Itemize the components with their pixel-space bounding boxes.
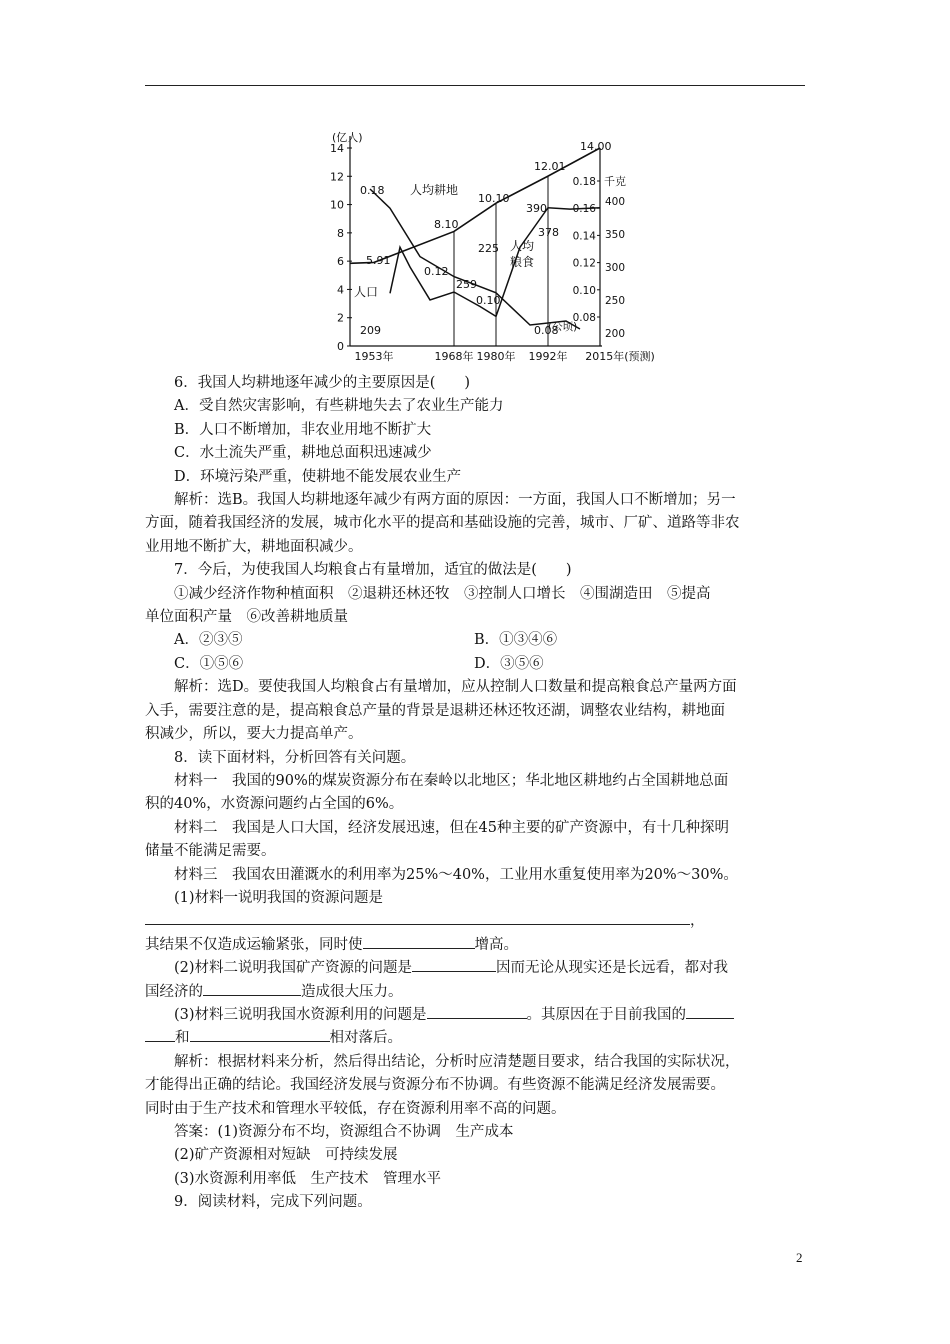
q7-items-line1: ①减少经济作物种植面积 ②退耕还林还牧 ③控制人口增长 ④围湖造田 ⑤提高 <box>174 585 711 602</box>
x-tick-label: 2015年(预测) <box>585 350 655 363</box>
q7-analysis-line2: 入手，需要注意的是，提高粮食总产量的背景是退耕还林还牧还湖，调整农业结构，耕地面 <box>145 702 725 719</box>
x-tick-label: 1968年 <box>434 350 474 363</box>
q6-option-d: D．环境污染严重，使耕地不能发展农业生产 <box>174 468 462 485</box>
q8-stem: 8．读下面材料，分析回答有关问题。 <box>174 749 416 766</box>
answer-blank[interactable] <box>145 1027 175 1042</box>
y-right-kg-label: 200 <box>605 327 626 340</box>
series-name-grain-2: 粮食 <box>510 255 535 269</box>
y-left-axis-label: (亿人) <box>332 131 363 144</box>
q8-2-text: (2)材料二说明我国矿产资源的问题是 <box>174 960 413 977</box>
answer-blank[interactable] <box>412 957 496 972</box>
y-left-tick-label: 12 <box>330 170 344 184</box>
y-left-tick-label: 14 <box>330 142 344 155</box>
y-right-ha-label: 0.14 <box>572 230 596 243</box>
population-land-grain-chart <box>330 128 670 368</box>
q6-analysis-line3: 业用地不断扩大，耕地面积减少。 <box>145 538 363 555</box>
y-right-ha-label: 0.08 <box>572 312 596 324</box>
material-1-line1: 材料一 我国的90%的煤炭资源分布在秦岭以北地区；华北地区耕地约占全国耕地总面 <box>174 772 729 789</box>
q8-analysis-line2: 才能得出正确的结论。我国经济发展与资源分布不协调。有些资源不能满足经济发展需要。 <box>145 1077 725 1094</box>
material-1-line2: 积的40%，水资源问题约占全国的6%。 <box>145 796 404 813</box>
answer-blank[interactable] <box>145 910 690 925</box>
pop-data-label: 8.10 <box>434 218 459 231</box>
y-right-kg-label: 400 <box>605 196 626 209</box>
q8-answer-1: 答案：(1)资源分布不均，资源组合不协调 生产成本 <box>174 1124 514 1140</box>
q7-analysis-line3: 积减少，所以，要大力提高单产。 <box>145 726 363 743</box>
series-name-land: 人均耕地 <box>410 183 459 197</box>
y-left-tick-label: 0 <box>337 340 344 353</box>
material-2-line1: 材料二 我国是人口大国，经济发展迅速，但在45种主要的矿产资源中，有十几种探明 <box>174 819 729 836</box>
chart-svg <box>330 128 670 368</box>
grain-data-label: 209 <box>360 324 381 337</box>
x-tick-label: 1992年 <box>528 350 568 363</box>
page-number: 2 <box>796 1250 803 1265</box>
q8-3-line2 <box>145 1027 810 1050</box>
q6-analysis-line1: 解析：选B。我国人均耕地逐年减少有两方面的原因：一方面，我国人口不断增加；另一 <box>174 492 736 509</box>
q6-option-c: C．水土流失严重，耕地总面积迅速减少 <box>174 445 432 462</box>
series-name-population: 人口 <box>354 285 379 299</box>
y-right-kg-label: 300 <box>605 262 626 274</box>
y-left-tick-label: 4 <box>337 283 344 297</box>
material-3: 材料三 我国农田灌溉水的利用率为25%～40%，工业用水重复使用率为20%～30%。 <box>174 866 738 883</box>
pop-data-label: 12.01 <box>534 160 566 173</box>
q7-option-a: A．②③⑤ <box>174 632 243 649</box>
q7-options-row1 <box>145 629 810 652</box>
q6-stem: 6．我国人均耕地逐年减少的主要原因是( ) <box>174 375 471 391</box>
q8-3-text: (3)材料三说明我国水资源利用的问题是 <box>174 1006 427 1023</box>
x-tick-label: 1980年 <box>476 350 516 363</box>
answer-blank[interactable] <box>203 981 301 996</box>
material-2-line2: 储量不能满足需要。 <box>145 843 276 860</box>
grain-data-label: 259 <box>456 278 477 291</box>
result-tail: 增高。 <box>474 936 518 953</box>
q8-2-tail: 因而无论从现实还是长远看，都对我 <box>496 960 729 977</box>
q8-2-tail2: 造成很大压力。 <box>301 983 403 1000</box>
q7-options-row2 <box>145 653 810 676</box>
pop-data-label: 14.00 <box>580 140 612 153</box>
q8-3-mid: 。其原因在于目前我国的 <box>526 1006 687 1023</box>
land-data-label: 0.12 <box>424 265 449 278</box>
y-right-ha-label: 0.12 <box>572 257 596 270</box>
y-right-ha-label: 0.18 <box>572 176 596 188</box>
pop-data-label: 5.91 <box>366 254 391 267</box>
q7-stem: 7．今后，为使我国人均粮食占有量增加，适宜的做法是( ) <box>174 562 572 579</box>
q8-1-result-line <box>145 934 810 957</box>
y-right-ha-label: 0.16 <box>572 203 596 216</box>
q6-option-b: B．人口不断增加，非农业用地不断扩大 <box>174 421 432 438</box>
q8-answer-2: (2)矿产资源相对短缺 可持续发展 <box>174 1147 398 1164</box>
q8-2-line1 <box>145 957 810 980</box>
q9-stem: 9．阅读材料，完成下列问题。 <box>174 1194 372 1211</box>
grain-data-label: 225 <box>478 242 499 255</box>
answer-blank[interactable] <box>363 934 475 949</box>
y-right-kg-label: 250 <box>605 294 626 307</box>
y-right-unit-bottom: (公顷) <box>548 321 578 333</box>
y-right-unit-top: 千克 <box>604 175 626 188</box>
x-tick-label: 1953年 <box>354 350 394 363</box>
answer-blank[interactable] <box>427 1004 527 1019</box>
grain-data-label: 378 <box>538 226 559 239</box>
q8-3-line1 <box>145 1004 810 1027</box>
q8-3-tail: 相对落后。 <box>329 1030 402 1047</box>
y-left-tick-label: 10 <box>330 198 344 212</box>
y-left-tick-label: 8 <box>337 226 344 240</box>
q8-analysis-line3: 同时由于生产技术和管理水平较低，存在资源利用率不高的问题。 <box>145 1100 566 1117</box>
q7-option-d: D．③⑤⑥ <box>474 655 544 672</box>
q8-analysis-line1: 解析：根据材料来分析，然后得出结论，分析时应清楚题目要求，结合我国的实际状况， <box>174 1053 740 1070</box>
land-data-label: 0.18 <box>360 184 385 197</box>
pop-data-label: 10.10 <box>478 192 510 205</box>
q8-2-text2: 国经济的 <box>145 983 203 1000</box>
header-rule <box>145 85 805 86</box>
q6-analysis-line2: 方面，随着我国经济的发展，城市化水平的提高和基础设施的完善，城市、厂矿、道路等非农 <box>145 515 740 532</box>
result-text: 其结果不仅造成运输紧张，同时使 <box>145 936 363 953</box>
comma-text: ， <box>690 913 705 930</box>
q7-items-line2: 单位面积产量 ⑥改善耕地质量 <box>145 609 348 626</box>
y-right-ha-label: 0.10 <box>572 284 596 297</box>
land-data-label: 0.08 <box>534 324 559 337</box>
answer-blank[interactable] <box>190 1027 330 1042</box>
y-left-tick-label: 2 <box>337 311 344 325</box>
q8-2-line2 <box>145 981 810 1004</box>
q7-option-b: B．①③④⑥ <box>474 632 558 649</box>
grain-data-label: 390 <box>526 202 547 215</box>
q6-option-a: A．受自然灾害影响，有些耕地失去了农业生产能力 <box>174 398 504 415</box>
y-left-tick-label: 6 <box>337 255 344 269</box>
document-body <box>145 372 810 1215</box>
q8-1-prompt: (1)材料一说明我国的资源问题是 <box>174 889 384 906</box>
land-data-label: 0.10 <box>476 294 501 307</box>
q8-answer-3: (3)水资源利用率低 生产技术 管理水平 <box>174 1170 442 1187</box>
answer-blank[interactable] <box>686 1004 734 1019</box>
q8-1-blank-line <box>145 910 810 933</box>
q7-option-c: C．①⑤⑥ <box>174 655 244 672</box>
series-name-grain-1: 人均 <box>510 239 535 253</box>
q7-analysis-line1: 解析：选D。要使我国人均粮食占有量增加，应从控制人口数量和提高粮食总产量两方面 <box>174 679 737 696</box>
q8-3-and: 和 <box>175 1030 190 1047</box>
y-right-kg-label: 350 <box>605 229 626 242</box>
